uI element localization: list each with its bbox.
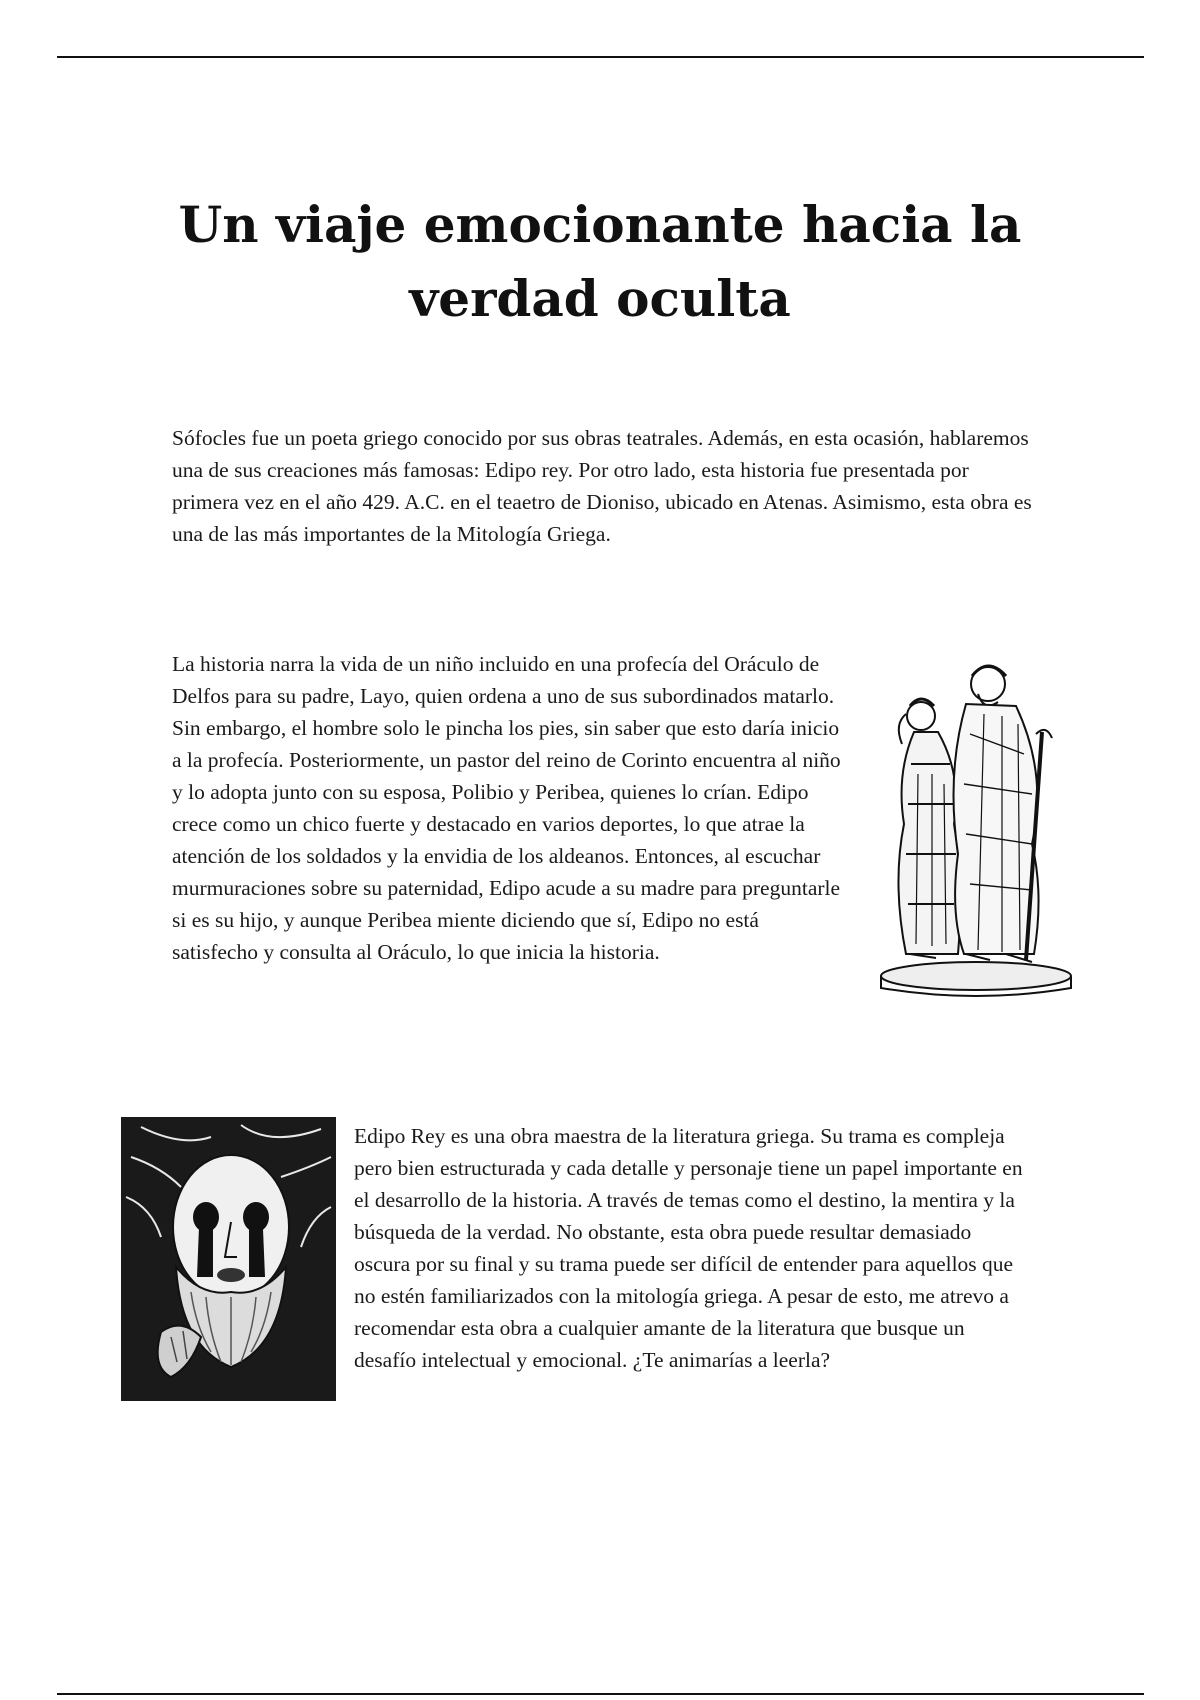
statue-drawing [866, 654, 1076, 999]
page-title [150, 188, 1050, 336]
title-line-1: Un viaje emocionante hacia la [178, 195, 1022, 254]
title-line-2: verdad oculta [409, 269, 791, 328]
blind-oedipus-illustration [121, 1117, 336, 1401]
statue-illustration [866, 654, 1076, 999]
mask-drawing [121, 1117, 336, 1401]
paragraph-story: La historia narra la vida de un niño incluido en una profecía del Oráculo de Delfos para su padre, Layo, quien ordena a uno de sus subordinados matarlo. Sin embargo, el hombre solo le pincha los pies, sin saber que esto daría inicio a la profecía. Posteriormente, un pastor del reino de Corinto encuentra al niño y lo adopta junto con su esposa, Polibio y Peribea, quienes lo crían. Edipo crece como un chico fuerte y destacado en varios deportes, lo que atrae la atención de los soldados y la envidia de los aldeanos. Entonces, al escuchar murmuraciones sobre su paternidad, Edipo acude a su madre para preguntarle si es su hijo, y aunque Peribea miente diciendo que sí, Edipo no está satisfecho y consulta al Oráculo, lo que inicia la historia. [172, 652, 841, 964]
top-rule [57, 56, 1144, 58]
bottom-rule [57, 1693, 1144, 1695]
paragraph-review: Edipo Rey es una obra maestra de la literatura griega. Su trama es compleja pero bien estructurada y cada detalle y personaje tiene un papel importante en el desarrollo de la historia. A través de temas como el destino, la mentira y la búsqueda de la verdad. No obstante, esta obra puede resultar demasiado oscura por su final y su trama puede ser difícil de entender para aquellos que no estén familiarizados con la mitología griega. A pesar de esto, me atrevo a recomendar esta obra a cualquier amante de la literatura que busque un desafío intelectual y emocional. ¿Te animarías a leerla? [354, 1124, 1023, 1372]
paragraph-intro: Sófocles fue un poeta griego conocido por sus obras teatrales. Además, en esta ocasión, hablaremos una de sus creaciones más famosas: Edipo rey. Por otro lado, esta historia fue presentada por primera vez en el año 429. A.C. en el teaetro de Dioniso, ubicado en Atenas. Asimismo, esta obra es una de las más importantes de la Mitología Griega. [172, 426, 1032, 546]
